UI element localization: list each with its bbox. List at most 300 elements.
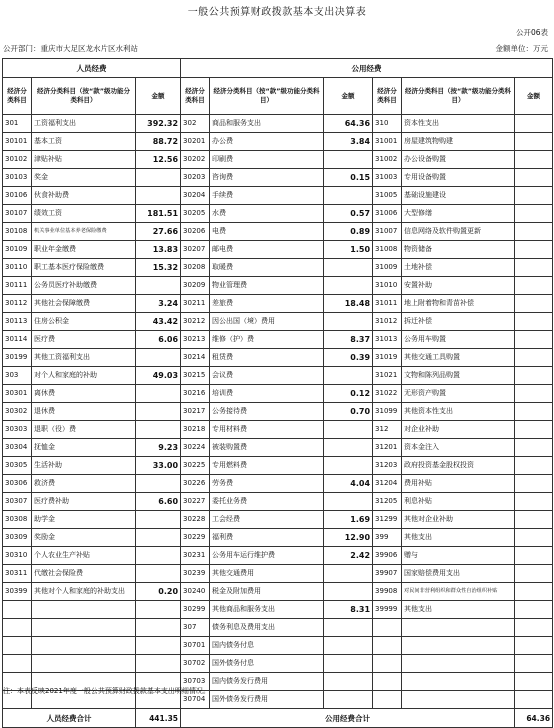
amount-cell [324,619,373,637]
name-cell: 其他工资福利支出 [32,349,136,367]
name-cell: 培训费 [210,385,324,403]
name-cell: 资本性支出 [402,115,515,133]
name-cell: 基本工资 [32,133,136,151]
name-cell: 因公出国（境）费用 [210,313,324,331]
code-cell: 30218 [181,421,210,439]
amount-cell [515,637,553,655]
table-row [3,295,553,313]
amount-cell [515,493,553,511]
name-cell: 电费 [210,223,324,241]
code-cell: 307 [181,619,210,637]
name-cell: 其他支出 [402,529,515,547]
name-cell: 国内债务付息 [210,637,324,655]
name-cell: 债务利息及费用支出 [210,619,324,637]
name-cell: 物资储备 [402,241,515,259]
amount-cell [515,439,553,457]
name-cell: 差旅费 [210,295,324,313]
table-row [3,169,553,187]
code-cell: 30226 [181,475,210,493]
code-cell [3,601,32,619]
name-cell: 其他商品和服务支出 [210,601,324,619]
code-cell [3,655,32,673]
expenditure-table [2,58,553,728]
code-cell: 30225 [181,457,210,475]
amount-cell [515,151,553,169]
code-cell [3,637,32,655]
code-cell: 312 [373,421,402,439]
name-cell: 国外债务发行费用 [210,691,324,709]
amount-cell [324,187,373,205]
amount-cell [515,187,553,205]
code-cell: 39907 [373,565,402,583]
name-cell: 公务用车购置 [402,331,515,349]
code-cell: 39908 [373,583,402,601]
amount-cell: 88.72 [136,133,181,151]
name-cell: 离休费 [32,385,136,403]
code-cell: 30214 [181,349,210,367]
code-cell: 30109 [3,241,32,259]
code-cell: 30203 [181,169,210,187]
name-cell: 房屋建筑物购建 [402,133,515,151]
code-cell: 30108 [3,223,32,241]
table-row [3,403,553,421]
table-row [3,493,553,511]
amount-cell [136,655,181,673]
amount-cell: 6.60 [136,493,181,511]
amount-cell [324,493,373,511]
amount-cell: 12.56 [136,151,181,169]
name-cell: 专用材料费 [210,421,324,439]
name-cell: 被装购置费 [210,439,324,457]
name-cell: 委托业务费 [210,493,324,511]
name-cell: 取暖费 [210,259,324,277]
amount-cell [136,403,181,421]
code-cell: 399 [373,529,402,547]
amount-cell [324,637,373,655]
amount-cell [515,529,553,547]
code-cell [373,655,402,673]
name-cell: 国外债务付息 [210,655,324,673]
table-row [3,151,553,169]
amount-cell [136,619,181,637]
code-cell: 30112 [3,295,32,313]
table-row [3,259,553,277]
name-cell: 劳务费 [210,475,324,493]
amount-cell: 64.36 [324,115,373,133]
amount-cell: 1.50 [324,241,373,259]
name-cell: 费用补贴 [402,475,515,493]
name-cell: 伙食补助费 [32,187,136,205]
public-section-title: 公用经费 [181,59,553,78]
amount-cell: 0.20 [136,583,181,601]
amount-cell: 181.51 [136,205,181,223]
code-cell: 31022 [373,385,402,403]
table-row [3,421,553,439]
column-header-row [3,78,553,115]
amount-cell: 15.32 [136,259,181,277]
amount-cell [136,349,181,367]
code-cell: 30309 [3,529,32,547]
code-cell: 30305 [3,457,32,475]
code-header: 经济分类科目 [181,78,210,115]
amount-cell [324,673,373,691]
code-cell: 31006 [373,205,402,223]
name-cell: 福利费 [210,529,324,547]
name-cell: 政府投资基金股权投资 [402,457,515,475]
name-cell [32,619,136,637]
table-row [3,205,553,223]
name-cell: 退休费 [32,403,136,421]
name-cell: 商品和服务支出 [210,115,324,133]
name-cell: 其他资本性支出 [402,403,515,421]
name-cell [32,637,136,655]
code-cell: 30102 [3,151,32,169]
name-cell: 安置补助 [402,277,515,295]
code-cell: 39999 [373,601,402,619]
name-cell: 国内债务发行费用 [210,673,324,691]
amount-cell [136,637,181,655]
name-cell: 其他对企业补助 [402,511,515,529]
name-header: 经济分类科目（按“款”级功能分类科目） [402,78,515,115]
code-cell: 30303 [3,421,32,439]
name-cell: 租赁费 [210,349,324,367]
name-cell: 咨询费 [210,169,324,187]
name-cell: 职业年金缴费 [32,241,136,259]
amount-cell [515,691,553,709]
amount-cell [136,601,181,619]
code-cell: 30304 [3,439,32,457]
code-cell: 31204 [373,475,402,493]
code-cell: 310 [373,115,402,133]
name-cell: 地上附着物和青苗补偿 [402,295,515,313]
name-cell: 助学金 [32,511,136,529]
code-cell [373,673,402,691]
code-cell: 30204 [181,187,210,205]
name-cell [402,673,515,691]
table-row [3,349,553,367]
amount-cell: 3.24 [136,295,181,313]
amount-cell [515,673,553,691]
code-cell: 31001 [373,133,402,151]
amount-cell [515,655,553,673]
amount-cell [515,583,553,601]
table-row [3,565,553,583]
amount-cell [515,277,553,295]
amount-cell [515,385,553,403]
amount-cell [515,223,553,241]
name-cell: 退职（役）费 [32,421,136,439]
code-cell: 30201 [181,133,210,151]
amount-header: 金额 [136,78,181,115]
amount-header: 金额 [515,78,553,115]
name-cell: 维修（护）费 [210,331,324,349]
amount-cell [515,475,553,493]
section-header-row [3,59,553,78]
code-cell: 30209 [181,277,210,295]
amount-cell [136,421,181,439]
amount-cell [136,385,181,403]
amount-cell [324,457,373,475]
table-row [3,547,553,565]
amount-cell [136,277,181,295]
code-cell: 30213 [181,331,210,349]
amount-cell [515,133,553,151]
name-cell: 公务员医疗补助缴费 [32,277,136,295]
code-cell: 30308 [3,511,32,529]
code-cell: 31205 [373,493,402,511]
name-cell: 住房公积金 [32,313,136,331]
amount-cell: 18.48 [324,295,373,313]
amount-cell [515,295,553,313]
table-row [3,457,553,475]
amount-cell [515,511,553,529]
code-cell: 30399 [3,583,32,601]
code-cell: 31019 [373,349,402,367]
name-cell: 无形资产购置 [402,385,515,403]
amount-cell [324,565,373,583]
name-cell: 办公费 [210,133,324,151]
code-cell: 30205 [181,205,210,223]
name-cell [32,601,136,619]
code-cell: 30114 [3,331,32,349]
name-cell [402,691,515,709]
name-cell: 其他社会保障缴费 [32,295,136,313]
name-cell: 其他交通费用 [210,565,324,583]
code-cell: 30106 [3,187,32,205]
code-cell: 30107 [3,205,32,223]
code-cell: 31010 [373,277,402,295]
table-row [3,115,553,133]
amount-cell [515,241,553,259]
name-cell: 工资福利支出 [32,115,136,133]
totals-row [3,709,553,728]
code-cell: 30227 [181,493,210,511]
amount-cell: 0.89 [324,223,373,241]
amount-cell: 2.42 [324,547,373,565]
code-cell: 30215 [181,367,210,385]
code-cell [373,619,402,637]
footnote: 注：本表反映2021年度一般公共预算财政拨款基本支出明细情况。 [3,687,210,695]
amount-cell [324,691,373,709]
amount-cell [136,547,181,565]
code-cell: 30208 [181,259,210,277]
name-cell: 办公设备购置 [402,151,515,169]
name-cell: 拆迁补偿 [402,313,515,331]
amount-cell [515,115,553,133]
amount-cell [515,349,553,367]
code-cell: 30311 [3,565,32,583]
code-cell: 30206 [181,223,210,241]
personnel-total-amount: 441.35 [136,709,181,728]
amount-cell: 3.84 [324,133,373,151]
name-cell: 代缴社会保险费 [32,565,136,583]
amount-cell [324,439,373,457]
code-cell: 31012 [373,313,402,331]
code-cell: 31021 [373,367,402,385]
code-cell [373,691,402,709]
table-row [3,367,553,385]
name-cell: 赠与 [402,547,515,565]
code-cell: 301 [3,115,32,133]
name-cell [402,637,515,655]
table-row [3,313,553,331]
name-cell: 水费 [210,205,324,223]
amount-cell [136,511,181,529]
name-header: 经济分类科目（按“款”级功能分类科目） [210,78,324,115]
amount-cell: 8.37 [324,331,373,349]
table-row [3,241,553,259]
amount-cell [515,205,553,223]
code-cell: 30202 [181,151,210,169]
name-cell: 医疗费 [32,331,136,349]
name-cell: 税金及附加费用 [210,583,324,601]
name-cell: 手续费 [210,187,324,205]
name-cell: 对个人和家庭的补助 [32,367,136,385]
amount-cell: 43.42 [136,313,181,331]
name-cell [32,655,136,673]
code-cell: 30302 [3,403,32,421]
code-cell: 31005 [373,187,402,205]
code-cell: 31299 [373,511,402,529]
amount-header: 金额 [324,78,373,115]
name-cell: 奖金 [32,169,136,187]
amount-cell: 6.06 [136,331,181,349]
table-row [3,637,553,655]
table-row [3,277,553,295]
amount-cell: 9.23 [136,439,181,457]
amount-cell [515,421,553,439]
amount-cell [515,259,553,277]
code-cell: 30216 [181,385,210,403]
public-total-label: 公用经费合计 [181,709,515,728]
code-cell: 30301 [3,385,32,403]
code-cell: 31201 [373,439,402,457]
name-cell: 信息网络及软件购置更新 [402,223,515,241]
code-cell: 30207 [181,241,210,259]
name-cell: 会议费 [210,367,324,385]
amount-cell [324,421,373,439]
code-cell [373,637,402,655]
table-row [3,601,553,619]
code-cell: 30224 [181,439,210,457]
code-cell: 30231 [181,547,210,565]
name-cell: 资本金注入 [402,439,515,457]
amount-cell [324,583,373,601]
amount-cell: 0.12 [324,385,373,403]
amount-cell: 8.31 [324,601,373,619]
table-row [3,619,553,637]
amount-cell: 0.15 [324,169,373,187]
table-row [3,583,553,601]
amount-cell [324,655,373,673]
code-cell: 30111 [3,277,32,295]
table-row [3,223,553,241]
amount-cell [324,367,373,385]
amount-cell [515,619,553,637]
name-cell: 职工基本医疗保险缴费 [32,259,136,277]
code-cell: 30239 [181,565,210,583]
unit-label: 金额单位：万元 [495,44,548,53]
name-cell: 其他交通工具购置 [402,349,515,367]
name-cell: 利息补贴 [402,493,515,511]
name-cell: 奖励金 [32,529,136,547]
table-row [3,331,553,349]
code-cell: 30228 [181,511,210,529]
code-cell: 31008 [373,241,402,259]
name-cell: 生活补助 [32,457,136,475]
form-number: 公开06表 [515,28,548,37]
code-cell [3,619,32,637]
code-cell: 39906 [373,547,402,565]
name-cell: 大型修缮 [402,205,515,223]
name-cell: 绩效工资 [32,205,136,223]
name-cell: 基础设施建设 [402,187,515,205]
name-cell: 对民间非营利组织和群众性自治组织补贴 [402,583,515,601]
code-cell: 303 [3,367,32,385]
code-cell: 30229 [181,529,210,547]
table-row [3,439,553,457]
department-label: 公开部门：重庆市大足区龙水片区水利站 [3,44,138,53]
amount-cell: 33.00 [136,457,181,475]
code-cell: 31203 [373,457,402,475]
code-cell: 30299 [181,601,210,619]
amount-cell [324,151,373,169]
code-cell: 30703 [181,673,210,691]
code-cell: 30212 [181,313,210,331]
amount-cell: 49.03 [136,367,181,385]
table-row [3,529,553,547]
amount-cell: 1.69 [324,511,373,529]
amount-cell [515,169,553,187]
amount-cell [515,565,553,583]
name-cell: 其他支出 [402,601,515,619]
name-cell: 邮电费 [210,241,324,259]
table-row [3,385,553,403]
amount-cell [136,565,181,583]
name-cell [402,655,515,673]
code-cell: 30306 [3,475,32,493]
name-cell: 专用燃料费 [210,457,324,475]
amount-cell: 0.39 [324,349,373,367]
amount-cell: 0.70 [324,403,373,421]
name-cell: 机关事业单位基本养老保险缴费 [32,223,136,241]
code-cell: 30199 [3,349,32,367]
amount-cell [136,187,181,205]
amount-cell [515,457,553,475]
code-cell: 302 [181,115,210,133]
name-cell: 公务用车运行维护费 [210,547,324,565]
code-header: 经济分类科目 [3,78,32,115]
code-header: 经济分类科目 [373,78,402,115]
name-cell: 救济费 [32,475,136,493]
code-cell: 31011 [373,295,402,313]
code-cell: 31099 [373,403,402,421]
name-cell: 专用设备购置 [402,169,515,187]
table-row [3,475,553,493]
table-row [3,187,553,205]
name-cell: 工会经费 [210,511,324,529]
name-cell: 医疗费补助 [32,493,136,511]
amount-cell [515,313,553,331]
amount-cell: 27.66 [136,223,181,241]
amount-cell [515,331,553,349]
amount-cell [515,403,553,421]
code-cell: 30701 [181,637,210,655]
code-cell: 30702 [181,655,210,673]
name-cell: 国家赔偿费用支出 [402,565,515,583]
public-total-amount: 64.36 [515,709,553,728]
code-cell: 30704 [181,691,210,709]
